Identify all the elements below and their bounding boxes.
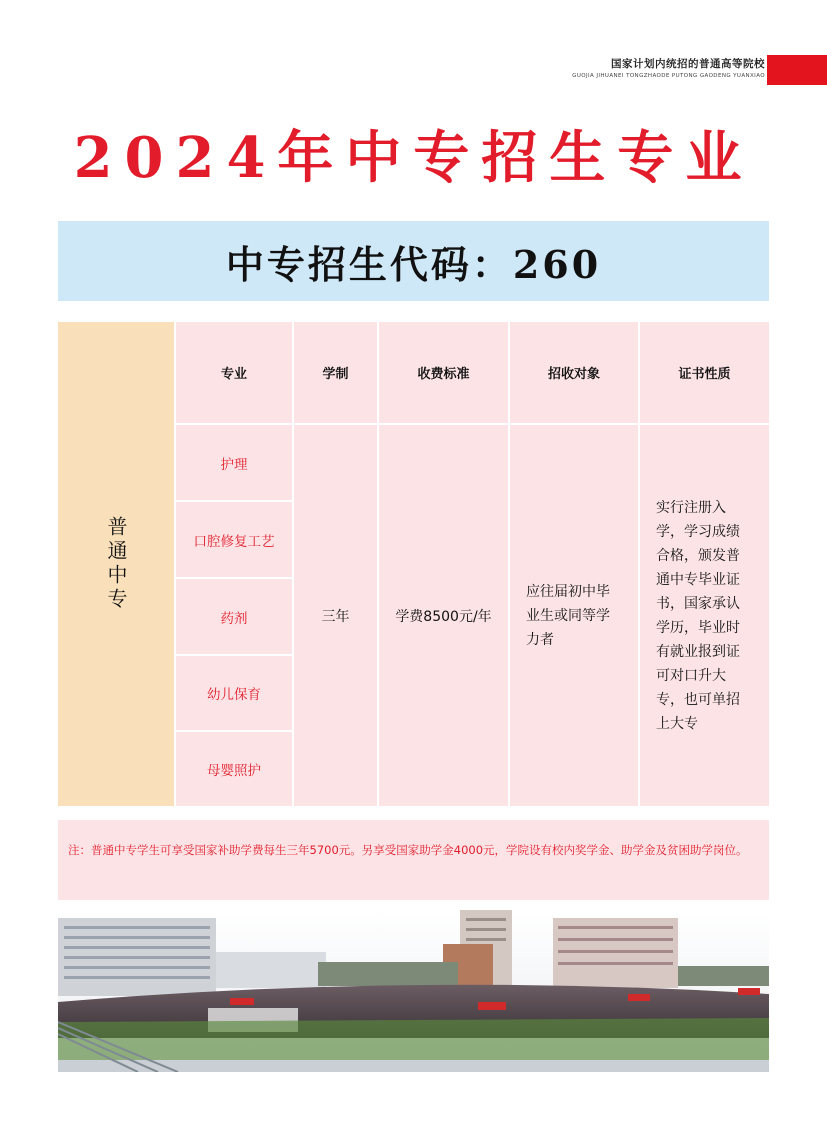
target-cell: 应往届初中毕业生或同等学力者	[510, 425, 638, 806]
enrollment-code-text: 中专招生代码：260	[225, 241, 602, 287]
major-cell: 药剂	[176, 579, 292, 654]
certificate-cell: 实行注册入学，学习成绩合格，颁发普通中专毕业证书，国家承认学历，毕业时有就业报到证可对口升大专，也可单招上大专	[640, 425, 769, 806]
header-major: 专业	[176, 322, 292, 423]
major-cell: 母婴照护	[176, 732, 292, 806]
category-cell	[58, 322, 174, 806]
header-label	[565, 58, 765, 80]
majors-table	[58, 322, 769, 806]
major-cell: 护理	[176, 425, 292, 500]
school-pinyin: GUOJIA JIHUANEI TONGZHAODE PUTONG GAODENG YUANXIAO	[572, 73, 765, 79]
campus-photo-illustration	[58, 910, 769, 1072]
duration-cell: 三年	[294, 425, 377, 806]
major-cell: 幼儿保育	[176, 656, 292, 730]
header-certificate: 证书性质	[640, 322, 769, 423]
note-box: 注：普通中专学生可享受国家补助学费每生三年5700元。另享受国家助学金4000元，学院设有校内奖学金、助学金及贫困助学岗位。	[58, 820, 769, 900]
header-accent-bar	[767, 55, 827, 85]
campus-photo	[58, 910, 769, 1072]
fee-cell: 学费8500元/年	[379, 425, 508, 806]
header-target: 招收对象	[510, 322, 638, 423]
major-cell: 口腔修复工艺	[176, 502, 292, 577]
school-line: 国家计划内统招的普通高等院校	[611, 58, 765, 70]
enrollment-code-banner	[58, 221, 769, 301]
category-label: 普通中专	[104, 516, 128, 612]
header-duration: 学制	[294, 322, 377, 423]
header-fee: 收费标准	[379, 322, 508, 423]
page-title: 2024年中专招生专业	[73, 125, 754, 191]
